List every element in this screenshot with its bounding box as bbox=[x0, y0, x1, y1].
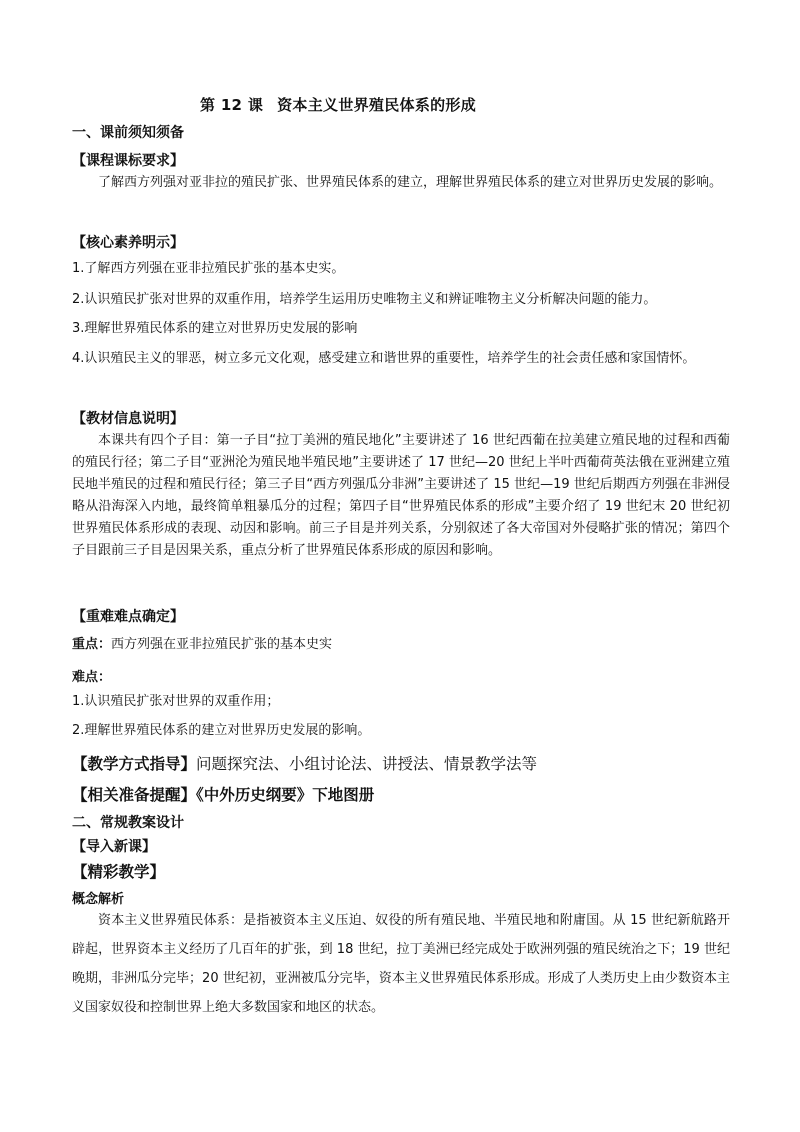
core-literacy-item-1: 1.了解西方列强在亚非拉殖民扩张的基本史实。 bbox=[72, 261, 345, 276]
key-point-line bbox=[72, 632, 732, 658]
core-literacy-item-4: 4.认识殖民主义的罪恶，树立多元文化观，感受建立和谐世界的重要性，培养学生的社会责任感和家国情怀。 bbox=[72, 351, 696, 366]
teaching-methods-heading: 【教学方式指导】 bbox=[72, 755, 197, 773]
teaching-methods-text: 问题探究法、小组讨论法、讲授法、情景教学法等 bbox=[196, 755, 538, 773]
key-point-text: 西方列强在亚非拉殖民扩张的基本史实 bbox=[111, 637, 333, 652]
difficult-point-item-1: 1.认识殖民扩张对世界的双重作用； bbox=[72, 694, 280, 709]
difficult-point-label: 难点： bbox=[72, 670, 112, 685]
key-point-label: 重点： bbox=[72, 637, 112, 652]
heading-curriculum-requirements: 【课程课标要求】 bbox=[72, 153, 184, 169]
section-heading-2: 二、常规教案设计 bbox=[72, 815, 184, 831]
heading-core-literacy: 【核心素养明示】 bbox=[72, 235, 184, 251]
preparation-text: 《中外历史纲要》下地图册 bbox=[196, 786, 375, 804]
lesson-title bbox=[200, 94, 620, 115]
textbook-info-text: 本课共有四个子目：第一子目“拉丁美洲的殖民地化”主要讲述了 16 世纪西葡在拉美建立殖民地的过程和西葡的殖民行径；第二子目“亚洲沦为殖民地半殖民地”主要讲述了 17 世纪—20 世纪上半叶西葡荷英法俄在亚洲建立殖民地半殖民的过程和殖民行径；第三子目“西方列强瓜分非洲”主要讲述了 15 世纪—19 世纪后期西方列强在非洲侵略从沿海深入内地，最终简单粗暴瓜分的过程；第四子目“世界殖民体系的形成”主要介绍了 19 世纪末 20 世纪初世界殖民体系形成的表现、动因和影响。前三子目是并列关系，分别叙述了各大帝国对外侵略扩张的情况；第四个子目跟前三子目是因果关系，重点分析了世界殖民体系形成的原因和影响。 bbox=[72, 433, 730, 558]
lesson-number: 第 12 课 bbox=[200, 96, 264, 114]
curriculum-requirements-text: 了解西方列强对亚非拉的殖民扩张、世界殖民体系的建立，理解世界殖民体系的建立对世界历史发展的影响。 bbox=[98, 175, 723, 190]
preparation-line bbox=[72, 783, 374, 805]
core-literacy-item-2: 2.认识殖民扩张对世界的双重作用，培养学生运用历史唯物主义和辨证唯物主义分析解决问题的能力。 bbox=[72, 292, 657, 307]
section-heading-1: 一、课前须知须备 bbox=[72, 125, 184, 141]
difficult-point-item-2: 2.理解世界殖民体系的建立对世界历史发展的影响。 bbox=[72, 723, 371, 738]
heading-key-difficult-points: 【重难难点确定】 bbox=[72, 609, 184, 625]
teaching-methods-line bbox=[72, 752, 537, 774]
heading-new-lesson-intro: 【导入新课】 bbox=[72, 839, 156, 855]
heading-teaching: 【精彩教学】 bbox=[72, 863, 166, 881]
heading-textbook-info: 【教材信息说明】 bbox=[72, 411, 184, 427]
preparation-heading: 【相关准备提醒】 bbox=[72, 786, 197, 804]
lesson-title-text: 资本主义世界殖民体系的形成 bbox=[277, 96, 477, 114]
concept-analysis-text: 资本主义世界殖民体系：是指被资本主义压迫、奴役的所有殖民地、半殖民地和附庸国。从 15 世纪新航路开辟起，世界资本主义经历了几百年的扩张，到 18 世纪，拉丁美洲已经完成处于欧洲列强的殖民统治之下；19 世纪晚期，非洲瓜分完毕；20 世纪初，亚洲被瓜分完毕，资本主义世界殖民体系形成。形成了人类历史上由少数资本主义国家奴役和控制世界上绝大多数国家和地区的状态。 bbox=[72, 913, 730, 1015]
concept-analysis-heading: 概念解析 bbox=[72, 892, 125, 907]
core-literacy-item-3: 3.理解世界殖民体系的建立对世界历史发展的影响 bbox=[72, 321, 358, 336]
